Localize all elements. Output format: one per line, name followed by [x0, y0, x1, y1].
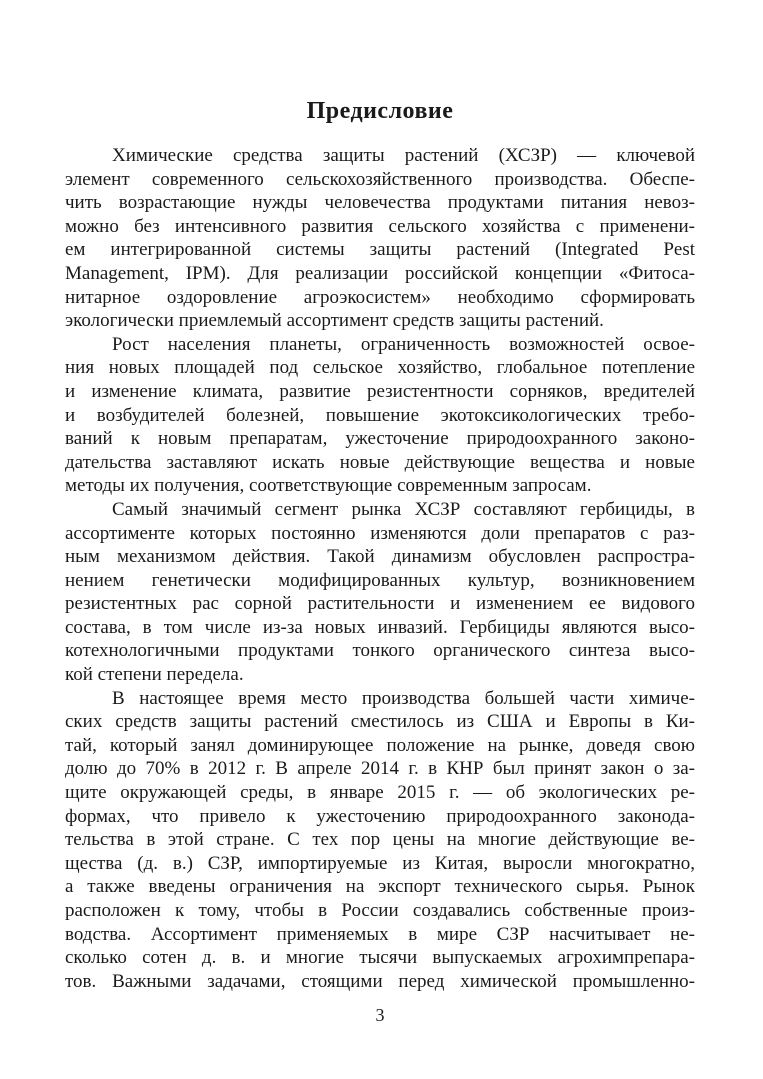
text-line: состава, в том числе из-за новых инвазий. Гербициды являются высо- — [65, 616, 695, 638]
text-line: а также введены ограничения на экспорт технического сырья. Рынок — [65, 876, 695, 898]
page-content — [65, 0, 695, 993]
text-line: тай, который занял доминирующее положение на рынке, доведя свою — [65, 734, 695, 756]
text-line: Самый значимый сегмент рынка ХСЗР составляют гербициды, в — [112, 498, 695, 520]
text-line: чить возрастающие нужды человечества продуктами питания невоз- — [65, 192, 695, 214]
paragraph — [65, 498, 695, 687]
text-line: нением генетически модифицированных культур, возникновением — [65, 569, 695, 591]
paragraph — [65, 333, 695, 498]
text-line: расположен к тому, чтобы в России создавались собственные произ- — [65, 900, 695, 921]
text-line: щите окружающей среды, в январе 2015 г. — об экологических ре- — [65, 782, 695, 804]
text-line: элемент современного сельскохозяйственного производства. Обеспе- — [65, 168, 695, 190]
text-line: и изменение климата, развитие резистентности сорняков, вредителей — [65, 380, 695, 402]
text-line: ваний к новым препаратам, ужесточение природоохранного законо- — [65, 428, 695, 450]
text-line: экологически приемлемый ассортимент средств защиты растений. — [65, 310, 604, 332]
text-line: ем интегрированной системы защиты растений (Integrated Pest — [65, 239, 695, 261]
text-line: и возбудителей болезней, повышение экотоксикологических требо- — [65, 404, 695, 426]
text-line: тов. Важными задачами, стоящими перед химической промышленно- — [65, 970, 695, 992]
text-line: Management, IPM). Для реализации российской концепции «Фитоса- — [65, 262, 695, 284]
text-line: Рост населения планеты, ограниченность возможностей освое- — [112, 333, 695, 355]
text-line: дательства заставляют искать новые действующие вещества и новые — [65, 451, 695, 473]
text-line: ских средств защиты растений сместилось из США и Европы в Ки- — [65, 711, 695, 733]
page-number: 3 — [375, 1005, 385, 1025]
text-line: тельства в этой стране. С тех пор цены на многие действующие ве- — [65, 829, 695, 851]
text-line: Химические средства защиты растений (ХСЗР) — ключевой — [112, 145, 695, 166]
paragraph — [65, 687, 695, 994]
paragraph — [65, 144, 695, 333]
text-line: методы их получения, соответствующие современным запросам. — [65, 475, 592, 497]
text-line: котехнологичными продуктами тонкого органического синтеза высо- — [65, 640, 695, 662]
text-line: ным механизмом действия. Такой динамизм обусловлен распростра- — [65, 546, 695, 568]
page-title: Предисловие — [306, 98, 454, 124]
text-line: сколько сотен д. в. и многие тысячи выпускаемых агрохимпрепара- — [65, 947, 695, 969]
text-line: можно без интенсивного развития сельского хозяйства с применени- — [65, 215, 695, 237]
text-line: нитарное оздоровление агроэкосистем» необходимо сформировать — [65, 286, 695, 308]
text-line: щества (д. в.) СЗР, импортируемые из Китая, выросли многократно, — [65, 852, 695, 874]
text-line: резистентных рас сорной растительности и изменением ее видового — [65, 593, 695, 615]
preface-body — [65, 144, 695, 993]
text-line: водства. Ассортимент применяемых в мире СЗР насчитывает не- — [65, 923, 695, 945]
text-line: ния новых площадей под сельское хозяйство, глобальное потепление — [65, 357, 695, 379]
text-line: кой степени передела. — [65, 664, 244, 686]
text-line: В настоящее время место производства большей части химиче- — [112, 687, 695, 709]
text-line: ассортименте которых постоянно изменяются доли препаратов с раз- — [65, 522, 695, 544]
text-line: долю до 70% в 2012 г. В апреле 2014 г. в КНР был принят закон о за- — [65, 758, 695, 780]
text-line: формах, что привело к ужесточению природоохранного законода- — [65, 805, 695, 827]
